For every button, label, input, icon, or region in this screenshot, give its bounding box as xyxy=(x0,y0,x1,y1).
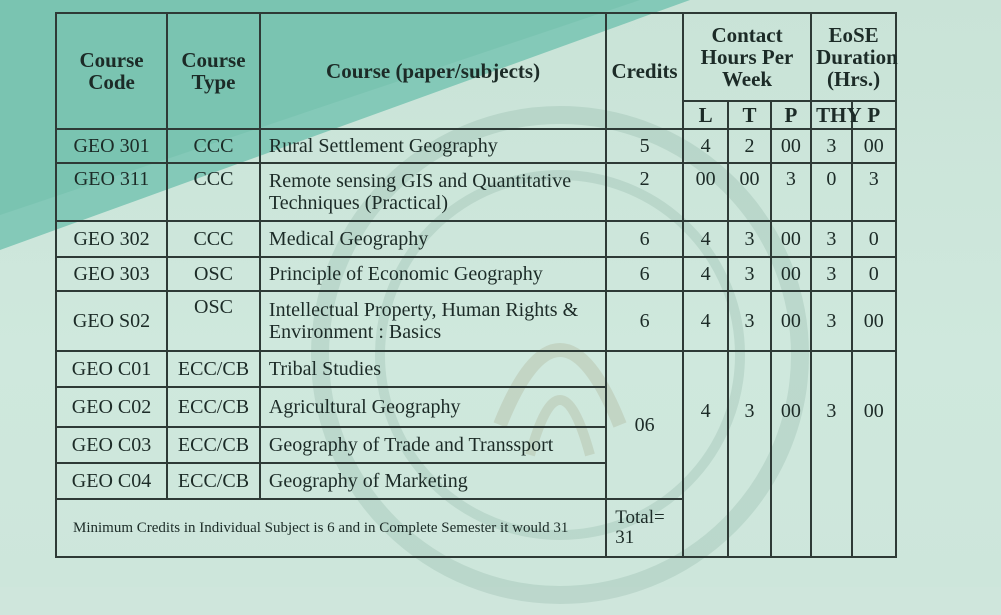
hours-l: 4 xyxy=(683,129,728,163)
hours-p: 00 xyxy=(771,221,811,257)
hours-p: 00 xyxy=(771,257,811,291)
eose-p: 00 xyxy=(852,129,897,163)
course-structure-table xyxy=(55,12,897,558)
hours-t: 3 xyxy=(728,291,770,351)
course-name: Remote sensing GIS and Quantitative Techniques (Practical) xyxy=(260,163,606,221)
course-type: ECC/CB xyxy=(167,387,260,427)
course-code: GEO C02 xyxy=(56,387,167,427)
hours-t: 3 xyxy=(728,257,770,291)
hours-t: 00 xyxy=(728,163,770,221)
footer-note: Minimum Credits in Individual Subject is 6 and in Complete Semester it would 31 xyxy=(56,499,606,557)
credits: 5 xyxy=(606,129,683,163)
hours-l: 00 xyxy=(683,163,728,221)
header-contact-hours: Contact Hours Per Week xyxy=(683,13,811,101)
course-name: Geography of Marketing xyxy=(260,463,606,499)
course-name: Geography of Trade and Transsport xyxy=(260,427,606,463)
course-type: CCC xyxy=(167,221,260,257)
credits: 06 xyxy=(606,351,683,499)
header-eose-duration: EoSE Duration (Hrs.) xyxy=(811,13,896,101)
header-t: T xyxy=(728,101,770,129)
header-course-type: Course Type xyxy=(167,13,260,129)
course-type: ECC/CB xyxy=(167,351,260,387)
hours-t: 2 xyxy=(728,129,770,163)
course-code: GEO S02 xyxy=(56,291,167,351)
header-p: P xyxy=(771,101,811,129)
course-code: GEO 303 xyxy=(56,257,167,291)
hours-t: 3 xyxy=(728,221,770,257)
eose-p: 00 xyxy=(852,351,897,557)
hours-l: 4 xyxy=(683,351,728,557)
hours-l: 4 xyxy=(683,291,728,351)
eose-thy: 3 xyxy=(811,291,851,351)
course-type: CCC xyxy=(167,129,260,163)
course-name: Agricultural Geography xyxy=(260,387,606,427)
credits: 6 xyxy=(606,257,683,291)
hours-t: 3 xyxy=(728,351,770,557)
hours-l: 4 xyxy=(683,221,728,257)
hours-p: 3 xyxy=(771,163,811,221)
eose-p: 0 xyxy=(852,257,897,291)
header-eose-p: P xyxy=(852,101,897,129)
course-type: CCC xyxy=(167,163,260,221)
course-name: Medical Geography xyxy=(260,221,606,257)
eose-thy: 3 xyxy=(811,257,851,291)
hours-p: 00 xyxy=(771,291,811,351)
table-row xyxy=(56,163,896,221)
course-name: Tribal Studies xyxy=(260,351,606,387)
header-course-code: Course Code xyxy=(56,13,167,129)
credits: 2 xyxy=(606,163,683,221)
eose-p: 3 xyxy=(852,163,897,221)
table-row xyxy=(56,351,896,387)
course-code: GEO C04 xyxy=(56,463,167,499)
credits: 6 xyxy=(606,291,683,351)
header-credits: Credits xyxy=(606,13,683,129)
eose-thy: 3 xyxy=(811,221,851,257)
course-type: ECC/CB xyxy=(167,463,260,499)
eose-thy: 3 xyxy=(811,351,851,557)
course-code: GEO 302 xyxy=(56,221,167,257)
hours-l: 4 xyxy=(683,257,728,291)
course-code: GEO C03 xyxy=(56,427,167,463)
course-type: ECC/CB xyxy=(167,427,260,463)
eose-thy: 3 xyxy=(811,129,851,163)
course-type: OSC xyxy=(167,257,260,291)
course-code: GEO 301 xyxy=(56,129,167,163)
table-row xyxy=(56,221,896,257)
course-code: GEO 311 xyxy=(56,163,167,221)
total-credits: Total= 31 xyxy=(606,499,683,557)
eose-p: 0 xyxy=(852,221,897,257)
credits: 6 xyxy=(606,221,683,257)
header-l: L xyxy=(683,101,728,129)
course-type: OSC xyxy=(167,291,260,351)
eose-p: 00 xyxy=(852,291,897,351)
course-code: GEO C01 xyxy=(56,351,167,387)
hours-p: 00 xyxy=(771,351,811,557)
table-row xyxy=(56,257,896,291)
course-name: Rural Settlement Geography xyxy=(260,129,606,163)
course-name: Principle of Economic Geography xyxy=(260,257,606,291)
course-name: Intellectual Property, Human Rights & Environment : Basics xyxy=(260,291,606,351)
header-course-name: Course (paper/subjects) xyxy=(260,13,606,129)
table-row xyxy=(56,129,896,163)
eose-thy: 0 xyxy=(811,163,851,221)
header-thy: THY xyxy=(811,101,851,129)
hours-p: 00 xyxy=(771,129,811,163)
table-row xyxy=(56,291,896,351)
